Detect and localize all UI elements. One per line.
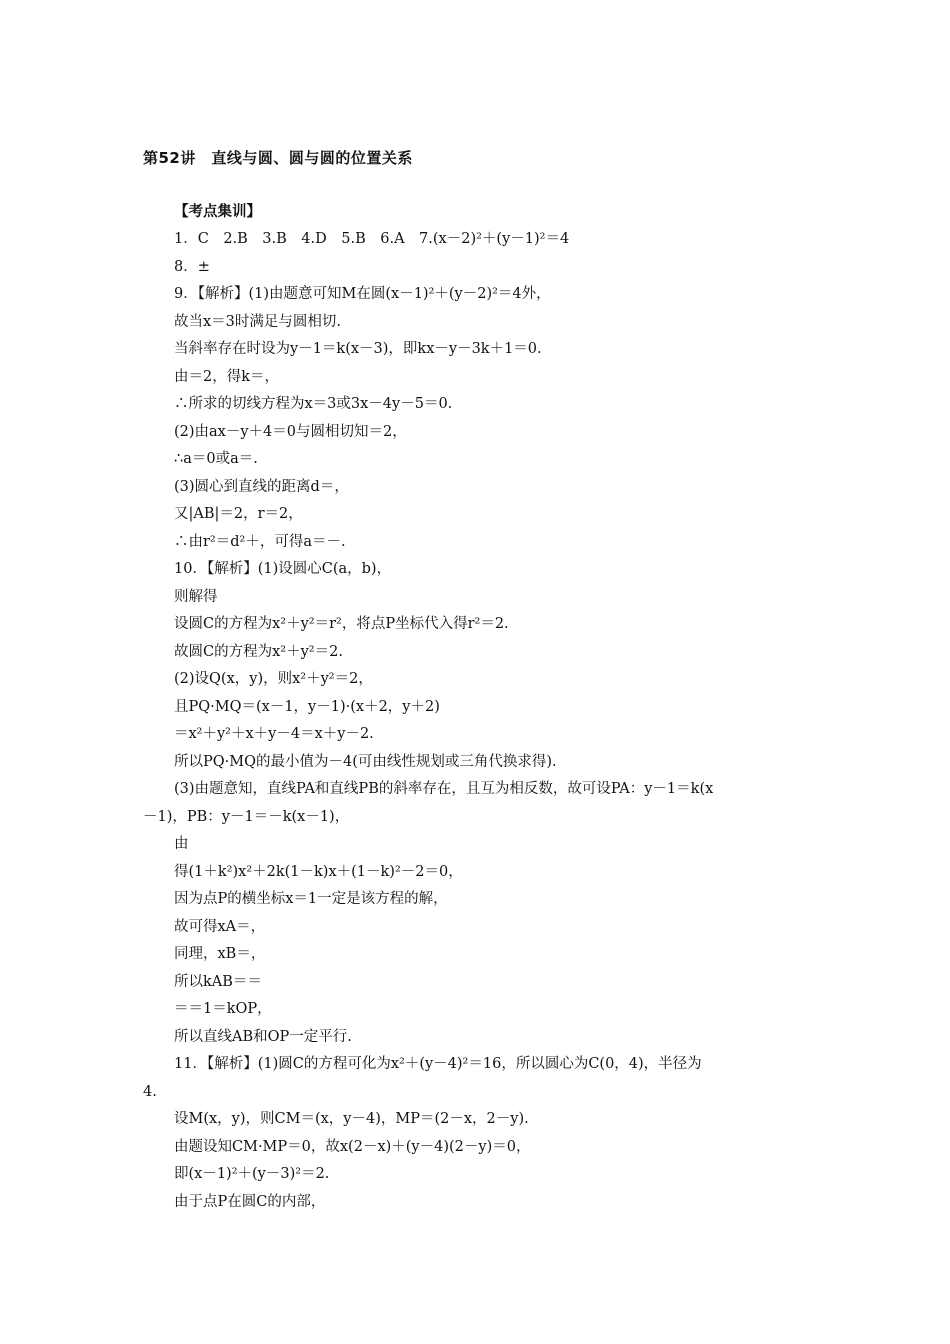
text-line: ∴a＝0或a＝. bbox=[174, 451, 258, 467]
text-line: 且PQ·MQ＝(x－1，y－1)·(x＋2，y＋2) bbox=[174, 699, 440, 715]
text-line: 由＝2，得k＝， bbox=[174, 369, 280, 385]
text-line: 由题设知CM·MP＝0，故x(2－x)＋(y－4)(2－y)＝0， bbox=[174, 1139, 531, 1155]
text-line: 故当x＝3时满足与圆相切. bbox=[174, 314, 342, 330]
text-line: 又|AB|＝2，r＝2， bbox=[174, 506, 303, 522]
text-line: 即(x－1)²＋(y－3)²＝2. bbox=[174, 1166, 330, 1182]
text-line: 故可得xA＝， bbox=[174, 919, 266, 935]
text-line: ∴由r²＝d²＋，可得a＝－. bbox=[174, 534, 346, 550]
text-line: 11．【解析】(1)圆C的方程可化为x²＋(y－4)²＝16，所以圆心为C(0，4)，半径为 bbox=[174, 1056, 702, 1072]
text-line: 所以kAB＝＝ bbox=[174, 974, 262, 990]
text-line: 同理，xB＝， bbox=[174, 946, 266, 962]
text-line: ＝＝1＝kOP， bbox=[174, 1001, 272, 1017]
text-line: (3)圆心到直线的距离d＝， bbox=[174, 479, 349, 495]
section-heading: 【考点集训】 bbox=[174, 203, 261, 220]
page-title: 第52讲 直线与圆、圆与圆的位置关系 bbox=[143, 149, 413, 167]
text-line: ＝x²＋y²＋x＋y－4＝x＋y－2. bbox=[174, 726, 374, 742]
text-line: (2)由ax－y＋4＝0与圆相切知＝2， bbox=[174, 424, 407, 440]
text-line: 10．【解析】(1)设圆心C(a，b)， bbox=[174, 561, 392, 577]
text-line: 因为点P的横坐标x＝1一定是该方程的解， bbox=[174, 891, 448, 907]
text-line: －1)，PB：y－1＝－k(x－1)， bbox=[143, 809, 350, 825]
text-line: 得(1＋k²)x²＋2k(1－k)x＋(1－k)²－2＝0， bbox=[174, 864, 463, 880]
text-line: 所以直线AB和OP一定平行. bbox=[174, 1029, 352, 1045]
text-line: 所以PQ·MQ的最小值为－4(可由线性规划或三角代换求得). bbox=[174, 754, 557, 770]
text-line: 当斜率存在时设为y－1＝k(x－3)，即kx－y－3k＋1＝0. bbox=[174, 341, 542, 357]
text-line: 设圆C的方程为x²＋y²＝r²，将点P坐标代入得r²＝2. bbox=[174, 616, 509, 632]
text-line: 1．C 2.B 3.B 4.D 5.B 6.A 7.(x－2)²＋(y－1)²＝4 bbox=[174, 231, 570, 247]
text-line: (3)由题意知，直线PA和直线PB的斜率存在，且互为相反数，故可设PA：y－1＝k(x bbox=[174, 781, 714, 797]
text-line: ∴所求的切线方程为x＝3或3x－4y－5＝0. bbox=[174, 396, 453, 412]
text-line: 8．± bbox=[174, 259, 210, 275]
text-line: 则解得 bbox=[174, 589, 218, 605]
text-line: 由于点P在圆C的内部， bbox=[174, 1194, 326, 1210]
text-line: (2)设Q(x，y)，则x²＋y²＝2， bbox=[174, 671, 373, 687]
text-line: 4. bbox=[143, 1084, 157, 1100]
text-line: 由 bbox=[174, 836, 189, 852]
text-line: 设M(x，y)，则CM＝(x，y－4)，MP＝(2－x，2－y). bbox=[174, 1111, 529, 1127]
text-line: 故圆C的方程为x²＋y²＝2. bbox=[174, 644, 343, 660]
text-line: 9．【解析】(1)由题意可知M在圆(x－1)²＋(y－2)²＝4外， bbox=[174, 286, 551, 302]
